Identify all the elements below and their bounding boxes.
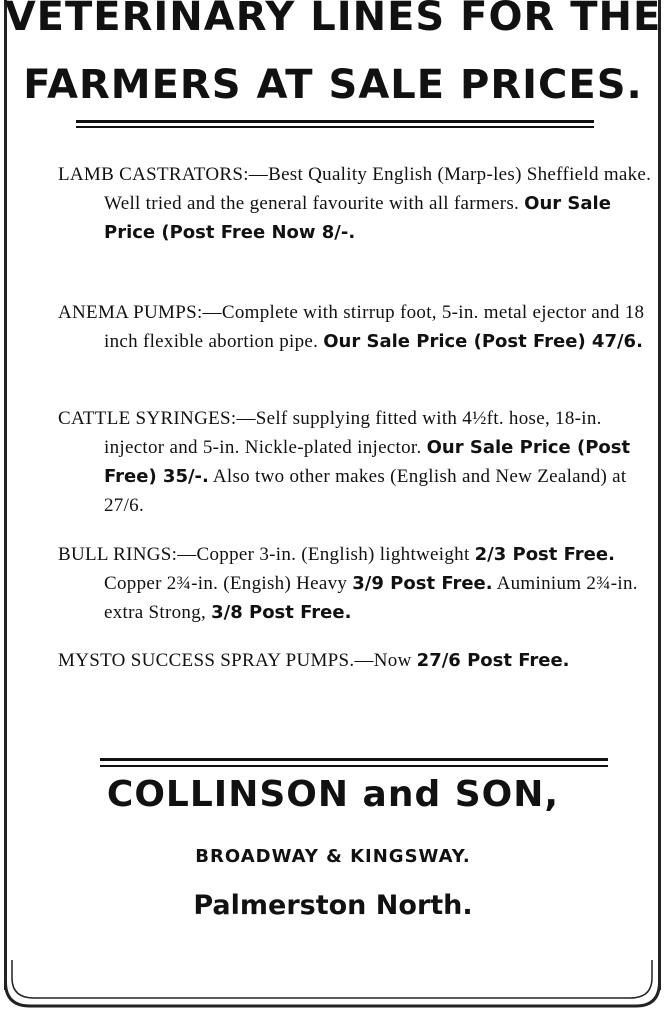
company-address: BROADWAY & KINGSWAY. bbox=[195, 846, 471, 867]
item-cattle-syringes bbox=[58, 404, 664, 520]
item-text: BULL RINGS:—Copper 3-in. (English) lightweight bbox=[58, 544, 470, 565]
footer-rule-top bbox=[100, 758, 608, 761]
headline-line-2: FARMERS AT SALE PRICES. bbox=[23, 62, 643, 108]
headline-line-1: VETERINARY LINES FOR THE bbox=[4, 0, 662, 40]
item-text: MYSTO SUCCESS SPRAY PUMPS.—Now bbox=[58, 650, 412, 671]
sale-price: Our Sale Price (Post Free Now 8/-. bbox=[104, 193, 611, 243]
sale-price-3: 3/8 Post Free. bbox=[211, 602, 352, 623]
sale-price: 2/3 Post Free. bbox=[474, 544, 615, 565]
sale-price: Our Sale Price (Post Free) 35/-. bbox=[104, 437, 631, 487]
footer-rule-bottom bbox=[100, 765, 608, 767]
header-rule-top bbox=[76, 120, 594, 123]
item-mysto-spray-pumps bbox=[58, 646, 664, 675]
company-name: COLLINSON and SON, bbox=[106, 774, 560, 815]
item-text: CATTLE SYRINGES:—Self supplying fitted with 4½ft. hose, 18-in. injector and 5-in. Nickle-plated injector. bbox=[58, 408, 602, 458]
sale-price-2: 3/9 Post Free. bbox=[352, 573, 493, 594]
item-text: LAMB CASTRATORS:—Best Quality English (Marp-les) Sheffield make. Well tried and the general favourite with all farmers. bbox=[58, 164, 652, 214]
sale-price: Our Sale Price (Post Free) 47/6. bbox=[323, 331, 643, 352]
sale-price: 27/6 Post Free. bbox=[416, 650, 570, 671]
header-rule-bottom bbox=[76, 126, 594, 128]
item-lamb-castrators bbox=[58, 160, 664, 247]
left-border bbox=[4, 0, 7, 990]
bottom-border bbox=[0, 960, 666, 1020]
item-text: ANEMA PUMPS:—Complete with stirrup foot, 5-in. metal ejector and 18 inch flexible abortion pipe. bbox=[58, 302, 645, 352]
item-anema-pumps bbox=[58, 298, 664, 356]
company-city: Palmerston North. bbox=[193, 890, 473, 921]
item-text-tail: Also two other makes (English and New Zealand) at 27/6. bbox=[104, 466, 627, 516]
item-text-tail-2: Auminium 2¾-in. extra Strong, bbox=[104, 573, 638, 623]
item-text-tail: Copper 2¾-in. (Engish) Heavy bbox=[104, 573, 348, 594]
item-bull-rings bbox=[58, 540, 664, 627]
